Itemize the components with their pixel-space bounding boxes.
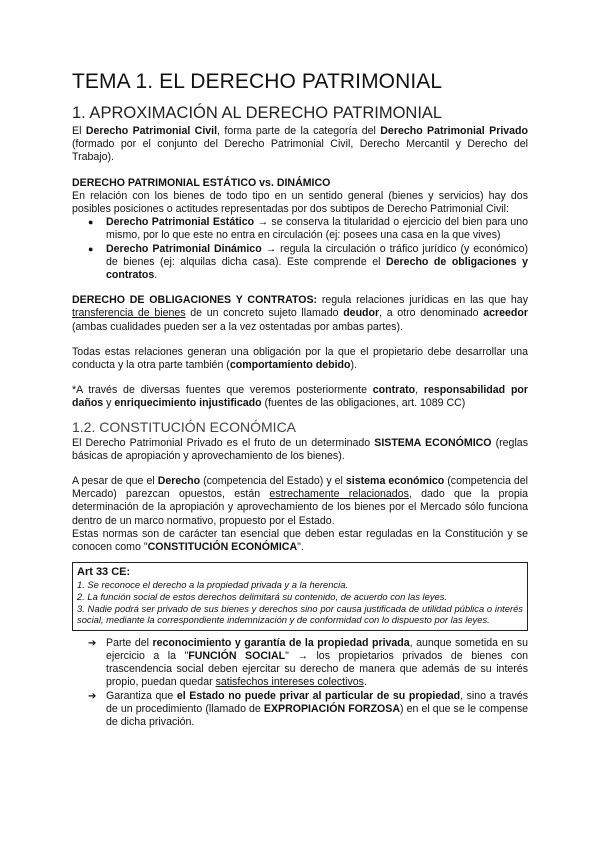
- document-page: [72, 70, 528, 729]
- art33-item: 3. Nadie podrá ser privado de sus bienes y derechos sino por causa justificada de utilidad pública o interés social, mediante la correspondiente indemnización y de conformidad con lo dispuesto por las leyes.: [77, 602, 523, 626]
- paragraph-derecho-mercado: A pesar de que el Derecho (competencia del Estado) y el sistema económico (competencia del Mercado) parezcan opuestos, están estrechamente relacionados, dado que la propia determinación de la apropiación y aprovechamiento de los bienes por el Mercado sólo funciona dentro de un marco normativo, propuesto por el Estado.: [72, 475, 529, 527]
- subtypes-list: [72, 216, 528, 282]
- art33-item: 2. La función social de estos derechos delimitará su contenido, de acuerdo con las leyes.: [77, 591, 448, 603]
- section-heading-constitucion: 1.2. CONSTITUCIÓN ECONÓMICA: [72, 418, 297, 435]
- paragraph-estatico-intro: En relación con los bienes de todo tipo en un sentido general (bienes y servicios) hay dos posibles posiciones o actitudes representadas por dos subtipos de Derecho Patrimonial Civil:: [72, 189, 528, 216]
- list-item-funcion-social: ➔ Parte del reconocimiento y garantía de la propiedad privada, aunque sometida en su ejercicio a la "FUNCIÓN SOCIAL" → los propietarios privados de bienes con trascendencia social deben ejercitar su derecho de manera que además de su interés propio, puedan quedar satisfechos intereses colectivos.: [106, 637, 528, 690]
- section-heading-aproximacion: 1. APROXIMACIÓN AL DERECHO PATRIMONIAL: [72, 104, 443, 122]
- list-item-expropiacion: ➔ Garantiza que el Estado no puede privar al particular de su propiedad, sino a través de un procedimiento (llamado de EXPROPIACIÓN FORZOSA) en el que se le compense de dicha privación.: [106, 690, 528, 730]
- list-item-dinamico: ● Derecho Patrimonial Dinámico → regula la circulación o tráfico jurídico (y económico) de bienes (ej: alquilas dicha casa). Este comprende el Derecho de obligaciones y contratos.: [106, 243, 528, 283]
- art33-item: 1. Se reconoce el derecho a la propiedad privada y a la herencia.: [77, 579, 349, 591]
- art33-title: Art 33 CE:: [77, 566, 131, 579]
- page-title: TEMA 1. EL DERECHO PATRIMONIAL: [72, 70, 443, 93]
- paragraph-derecho-patrimonial-civil: El Derecho Patrimonial Civil, forma parte de la categoría del Derecho Patrimonial Privado (formado por el conjunto del Derecho Patrimonial Civil, Derecho Mercantil y Derecho del Trabajo).: [72, 125, 528, 164]
- paragraph-relaciones: Todas estas relaciones generan una obligación por la que el propietario debe desarrollar una conducta y la otra parte también (comportamiento debido).: [72, 345, 528, 372]
- paragraph-fuentes: *A través de diversas fuentes que veremos posteriormente contrato, responsabilidad por daños y enriquecimiento injustificado (fuentes de las obligaciones, art. 1089 CC): [72, 384, 529, 410]
- subheading-estatico-dinamico: DERECHO PATRIMONIAL ESTÁTICO vs. DINÁMICO: [72, 176, 331, 189]
- art33-notes-list: [72, 637, 528, 729]
- paragraph-sistema-economico: El Derecho Patrimonial Privado es el fruto de un determinado SISTEMA ECONÓMICO (reglas básicas de apropiación y aprovechamiento de los bienes).: [72, 436, 528, 462]
- art33-box: [72, 562, 528, 631]
- paragraph-constitucion-economica: Estas normas son de carácter tan esencial que deben estar reguladas en la Constitución y se conocen como "CONSTITUCIÓN ECONÓMICA".: [72, 527, 528, 554]
- paragraph-obligaciones-contratos: DERECHO DE OBLIGACIONES Y CONTRATOS: regula relaciones jurídicas en las que hay transferencia de bienes de un concreto sujeto llamado deudor, a otro denominado acreedor (ambas cualidades pueden ser a la vez ostentadas por ambas partes).: [72, 294, 528, 333]
- list-item-estatico: ● Derecho Patrimonial Estático → se conserva la titularidad o ejercicio del bien para uno mismo, por lo que este no entra en circulación (ej: posees una casa en la que vives): [106, 216, 528, 242]
